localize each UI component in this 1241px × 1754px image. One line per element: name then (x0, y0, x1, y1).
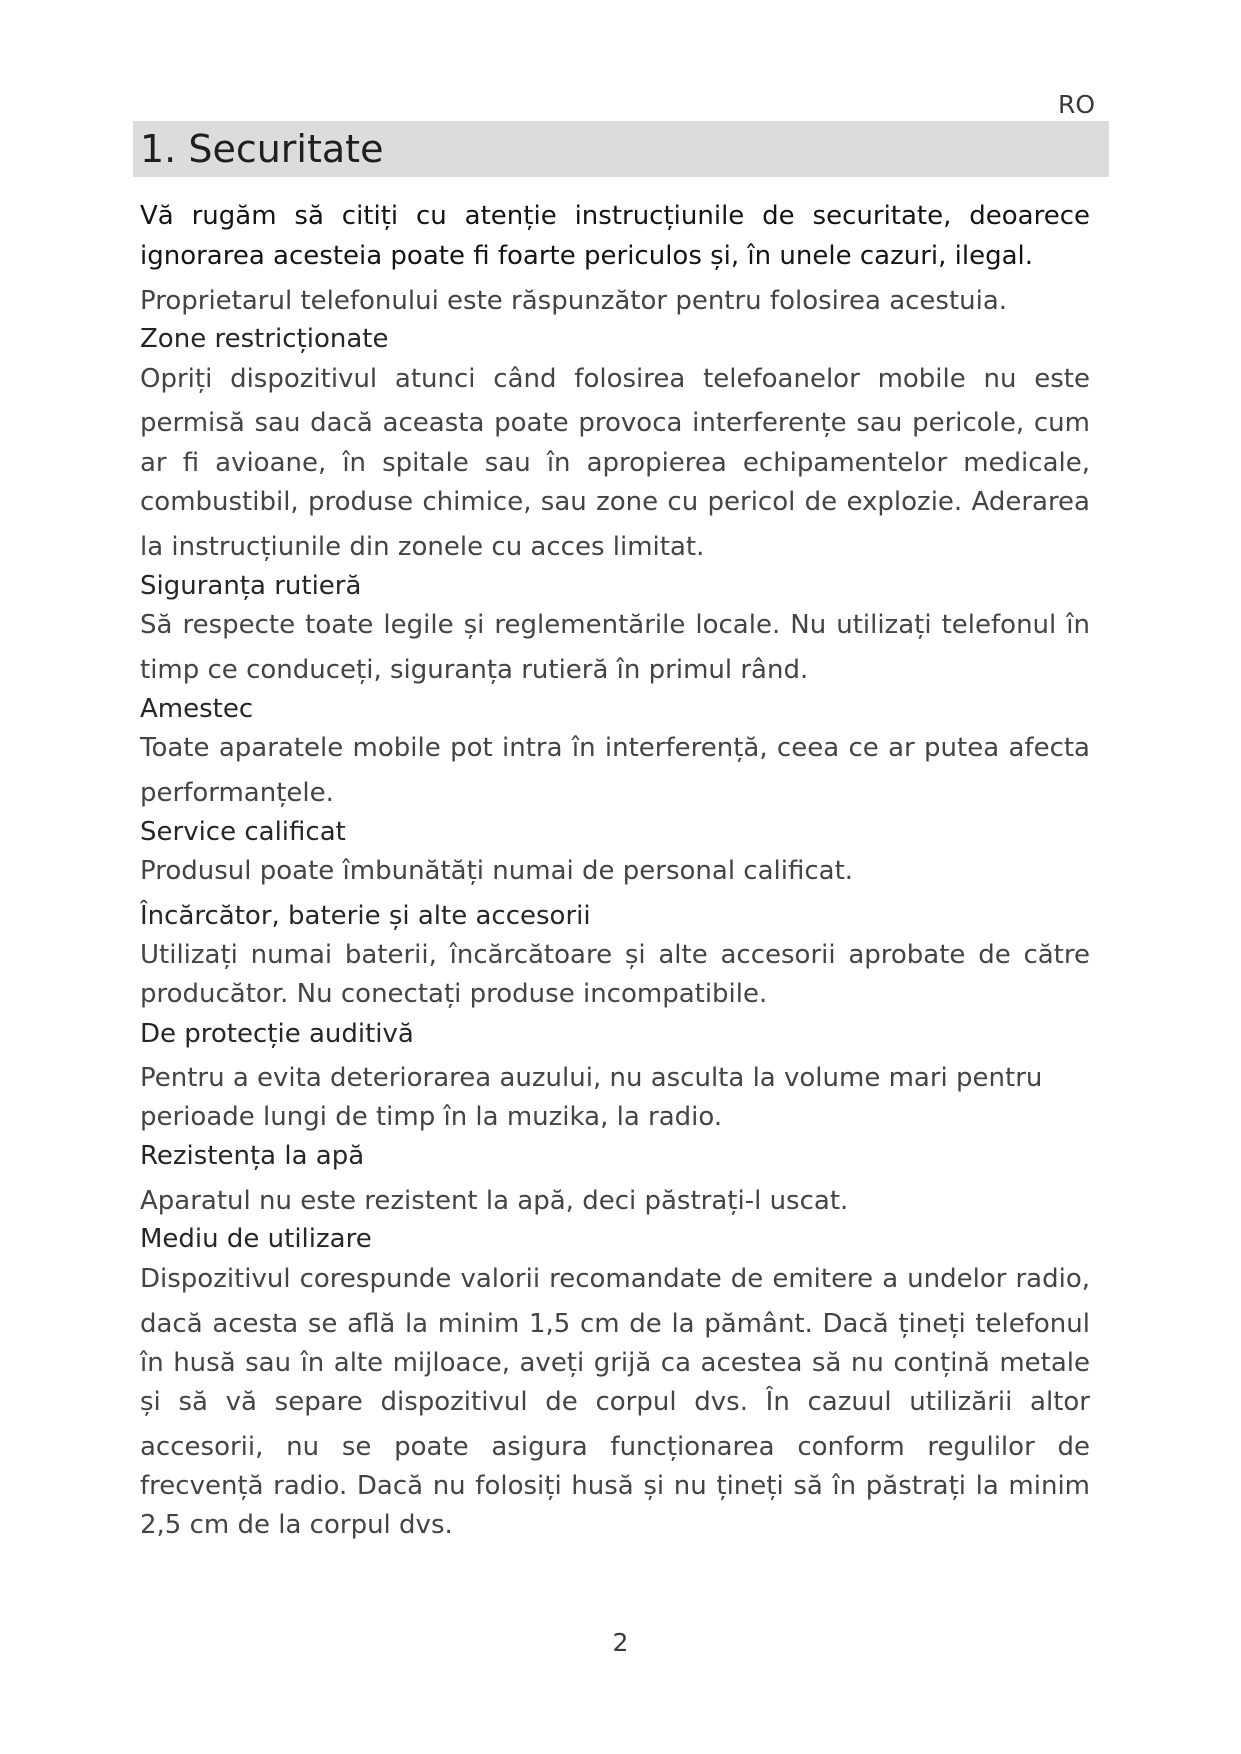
section-line: Să respecte toate legile și reglementările locale. Nu utilizați telefonul în (140, 610, 1090, 640)
section-heading: De protecție auditivă (140, 1019, 414, 1049)
section-line: Dispozitivul corespunde valorii recomandate de emitere a undelor radio, (140, 1264, 1090, 1294)
section-heading: Mediu de utilizare (140, 1224, 372, 1254)
section-heading: Siguranța rutieră (140, 571, 362, 601)
section-line: producător. Nu conectați produse incompatibile. (140, 979, 768, 1009)
section-line: la instrucțiunile din zonele cu acces limitat. (140, 532, 705, 562)
section-line: Produsul poate îmbunătăți numai de personal calificat. (140, 856, 854, 886)
section-line: 2,5 cm de la corpul dvs. (140, 1510, 453, 1540)
page-title: 1. Securitate (140, 127, 384, 171)
section-heading: Zone restricționate (140, 324, 389, 354)
section-line: dacă acesta se află la minim 1,5 cm de la pământ. Dacă țineți telefonul (140, 1309, 1090, 1339)
section-line: Aparatul nu este rezistent la apă, deci păstrați-l uscat. (140, 1186, 849, 1216)
section-line: Opriți dispozitivul atunci când folosirea telefoanelor mobile nu este (140, 364, 1090, 394)
section-line: și să vă separe dispozitivul de corpul dvs. În cazuul utilizării altor (140, 1387, 1090, 1417)
section-heading: Amestec (140, 694, 254, 724)
owner-line: Proprietarul telefonului este răspunzător pentru folosirea acestuia. (140, 286, 1008, 316)
section-line: ar fi avioane, în spitale sau în apropierea echipamentelor medicale, (140, 448, 1090, 478)
section-heading: Service calificat (140, 817, 346, 847)
section-line: Utilizați numai baterii, încărcătoare și alte accesorii aprobate de către (140, 940, 1090, 970)
section-line: Pentru a evita deteriorarea auzului, nu asculta la volume mari pentru (140, 1063, 1043, 1093)
section-line: permisă sau dacă aceasta poate provoca interferențe sau pericole, cum (140, 408, 1090, 438)
section-line: timp ce conduceți, siguranța rutieră în primul rând. (140, 655, 809, 685)
section-line: perioade lungi de timp în la muzika, la radio. (140, 1102, 723, 1132)
section-line: accesorii, nu se poate asigura funcționarea conform regulilor de (140, 1432, 1090, 1462)
section-line: combustibil, produse chimice, sau zone cu pericol de explozie. Aderarea (140, 487, 1090, 517)
language-code: RO (1058, 90, 1096, 119)
section-line: performanțele. (140, 778, 334, 808)
intro-line: Vă rugăm să citiți cu atenție instrucțiunile de securitate, deoarece (140, 201, 1090, 231)
section-line: în husă sau în alte mijloace, aveți grijă ca acestea să nu conțină metale (140, 1348, 1090, 1378)
intro-line: ignorarea acesteia poate fi foarte periculos și, în unele cazuri, ilegal. (140, 241, 1034, 271)
section-line: Toate aparatele mobile pot intra în interferență, ceea ce ar putea afecta (140, 733, 1090, 763)
section-heading: Rezistența la apă (140, 1141, 365, 1171)
section-line: frecvență radio. Dacă nu folosiți husă și nu țineți să în păstrați la minim (140, 1471, 1090, 1501)
section-heading: Încărcător, baterie și alte accesorii (140, 901, 591, 931)
page-number: 2 (612, 1628, 629, 1657)
